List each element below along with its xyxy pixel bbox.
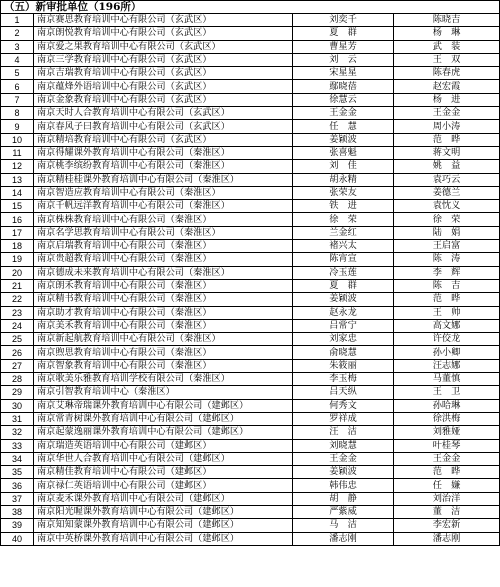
table-row (1, 293, 500, 306)
legal-representative: 严紫威 (293, 505, 394, 518)
table-row (1, 333, 500, 346)
organization-name: 南京爱之果教育培训中心有限公司（玄武区） (34, 40, 293, 53)
row-number: 4 (1, 53, 34, 66)
organization-name: 南京助才教育培训中心有限公司（秦淮区） (34, 306, 293, 319)
row-number: 8 (1, 107, 34, 120)
row-number: 12 (1, 160, 34, 173)
row-number: 17 (1, 226, 34, 239)
principal-name: 刘雅娅 (394, 426, 500, 439)
legal-representative: 韩伟忠 (293, 479, 394, 492)
legal-representative: 吕天纵 (293, 386, 394, 399)
row-number: 7 (1, 93, 34, 106)
row-number: 31 (1, 412, 34, 425)
organization-name: 南京智造应教育培训中心有限公司（秦淮区） (34, 186, 293, 199)
organization-name: 南京精佳教育培训中心有限公司（建邺区） (34, 466, 293, 479)
organization-name: 南京天时人合教育培训中心有限公司（玄武区） (34, 107, 293, 120)
table-row (1, 80, 500, 93)
principal-name: 任 嫌 (394, 479, 500, 492)
table-row (1, 279, 500, 292)
organization-name: 南京瑞造英语培训中心有限公司（建邺区） (34, 439, 293, 452)
principal-name: 周小涛 (394, 120, 500, 133)
principal-name: 徐 荣 (394, 213, 500, 226)
principal-name: 王金金 (394, 452, 500, 465)
legal-representative: 张喜魁 (293, 146, 394, 159)
legal-representative: 何秀文 (293, 399, 394, 412)
principal-name: 陈 吉 (394, 279, 500, 292)
table-row (1, 399, 500, 412)
table-row (1, 27, 500, 40)
organization-name: 南京贵超教育培训中心有限公司（秦淮区） (34, 253, 293, 266)
table-row (1, 253, 500, 266)
legal-representative: 张荣友 (293, 186, 394, 199)
organization-name: 南京得耀课外教育培训中心有限公司（秦淮区） (34, 146, 293, 159)
legal-representative: 胡 静 (293, 492, 394, 505)
principal-name: 赵宏霞 (394, 80, 500, 93)
row-number: 32 (1, 426, 34, 439)
legal-representative: 夏 群 (293, 27, 394, 40)
legal-representative: 罗祥成 (293, 412, 394, 425)
principal-name: 蒋文明 (394, 146, 500, 159)
organization-name: 南京美禾教育培训中心有限公司（秦淮区） (34, 319, 293, 332)
table-row (1, 240, 500, 253)
principal-name: 姚 益 (394, 160, 500, 173)
table-row (1, 479, 500, 492)
row-number: 40 (1, 532, 34, 545)
organization-name: 南京吉瑞教育培训中心有限公司（玄武区） (34, 67, 293, 80)
organization-name: 南京煦思教育培训中心有限公司（秦淮区） (34, 346, 293, 359)
table-row (1, 266, 500, 279)
principal-name: 陈 涛 (394, 253, 500, 266)
principal-name: 范 晔 (394, 133, 500, 146)
table-row (1, 93, 500, 106)
row-number: 34 (1, 452, 34, 465)
organization-name: 南京三学教育培训中心有限公司（玄武区） (34, 53, 293, 66)
legal-representative: 刘奕千 (293, 14, 394, 27)
table-row (1, 67, 500, 80)
row-number: 18 (1, 240, 34, 253)
organization-name: 南京歌美乐雅教育培训学校有限公司（秦淮区） (34, 373, 293, 386)
legal-representative: 褚兴太 (293, 240, 394, 253)
principal-name: 王 帅 (394, 306, 500, 319)
organization-name: 南京常青树课外教育培训中心有限公司（建邺区） (34, 412, 293, 425)
principal-name: 孙小卿 (394, 346, 500, 359)
legal-representative: 赵永龙 (293, 306, 394, 319)
principal-name: 杨 进 (394, 93, 500, 106)
row-number: 24 (1, 319, 34, 332)
row-number: 35 (1, 466, 34, 479)
organization-name: 南京智象教育培训中心有限公司（秦淮区） (34, 359, 293, 372)
organization-name: 南京阳光喔课外教育培训中心有限公司（建邺区） (34, 505, 293, 518)
organization-name: 南京赛思教育培训中心有限公司（玄武区） (34, 14, 293, 27)
row-number: 28 (1, 373, 34, 386)
principal-name: 李 辉 (394, 266, 500, 279)
table-row (1, 186, 500, 199)
organization-name: 南京起蒙逸丽课外教育培训中心有限公司（建邺区） (34, 426, 293, 439)
principal-name: 马董慎 (394, 373, 500, 386)
row-number: 6 (1, 80, 34, 93)
legal-representative: 汪 洁 (293, 426, 394, 439)
legal-representative: 冷玉莲 (293, 266, 394, 279)
unit-table-body (1, 14, 500, 546)
table-row (1, 53, 500, 66)
organization-name: 南京华世人合教育培训中心有限公司（建邺区） (34, 452, 293, 465)
principal-name: 陈晓吉 (394, 14, 500, 27)
table-row (1, 160, 500, 173)
row-number: 11 (1, 146, 34, 159)
row-number: 36 (1, 479, 34, 492)
legal-representative: 陈宵宣 (293, 253, 394, 266)
row-number: 25 (1, 333, 34, 346)
table-row (1, 452, 500, 465)
legal-representative: 刘 佳 (293, 160, 394, 173)
legal-representative: 刘家忠 (293, 333, 394, 346)
table-row (1, 505, 500, 518)
principal-name: 高文娜 (394, 319, 500, 332)
principal-name: 叶桂琴 (394, 439, 500, 452)
row-number: 9 (1, 120, 34, 133)
section-title: （五）新审批单位（196所） (0, 0, 500, 13)
row-number: 27 (1, 359, 34, 372)
principal-name: 陈春虎 (394, 67, 500, 80)
organization-name: 南京株株教育培训中心有限公司（秦淮区） (34, 213, 293, 226)
row-number: 14 (1, 186, 34, 199)
principal-name: 杨 琳 (394, 27, 500, 40)
table-row (1, 426, 500, 439)
row-number: 26 (1, 346, 34, 359)
organization-name: 南京千帆远洋教育培训中心有限公司（秦淮区） (34, 200, 293, 213)
organization-name: 南京中英桥课外教育培训中心有限公司（建邺区） (34, 532, 293, 545)
table-row (1, 14, 500, 27)
legal-representative: 王金金 (293, 452, 394, 465)
row-number: 1 (1, 14, 34, 27)
table-row (1, 466, 500, 479)
row-number: 37 (1, 492, 34, 505)
row-number: 15 (1, 200, 34, 213)
organization-name: 南京艾琳帝瑞课外教育培训中心有限公司（建邺区） (34, 399, 293, 412)
table-row (1, 173, 500, 186)
table-row (1, 492, 500, 505)
row-number: 5 (1, 67, 34, 80)
principal-name: 王 卫 (394, 386, 500, 399)
legal-representative: 铁 进 (293, 200, 394, 213)
legal-representative: 李玉梅 (293, 373, 394, 386)
table-row (1, 200, 500, 213)
legal-representative: 刘晓慧 (293, 439, 394, 452)
principal-name: 孙哈琳 (394, 399, 500, 412)
row-number: 30 (1, 399, 34, 412)
row-number: 10 (1, 133, 34, 146)
table-row (1, 519, 500, 532)
table-row (1, 319, 500, 332)
organization-name: 南京精培教育培训中心有限公司（玄武区） (34, 133, 293, 146)
row-number: 21 (1, 279, 34, 292)
table-row (1, 133, 500, 146)
legal-representative: 夏 群 (293, 279, 394, 292)
principal-name: 范 晔 (394, 293, 500, 306)
principal-name: 陆 娟 (394, 226, 500, 239)
organization-name: 南京麦禾课外教育培训中心有限公司（建邺区） (34, 492, 293, 505)
principal-name: 刘治洋 (394, 492, 500, 505)
organization-name: 南京德成未来教育培训中心有限公司（秦淮区） (34, 266, 293, 279)
table-row (1, 306, 500, 319)
row-number: 2 (1, 27, 34, 40)
legal-representative: 姜颖波 (293, 133, 394, 146)
legal-representative: 曹星芳 (293, 40, 394, 53)
table-row (1, 386, 500, 399)
row-number: 16 (1, 213, 34, 226)
organization-name: 南京春风子曰教育培训中心有限公司（玄武区） (34, 120, 293, 133)
table-row (1, 40, 500, 53)
organization-name: 南京新起航教育培训中心有限公司（秦淮区） (34, 333, 293, 346)
table-row (1, 373, 500, 386)
table-row (1, 346, 500, 359)
principal-name: 王启富 (394, 240, 500, 253)
row-number: 22 (1, 293, 34, 306)
row-number: 3 (1, 40, 34, 53)
principal-name: 许佼龙 (394, 333, 500, 346)
row-number: 39 (1, 519, 34, 532)
organization-name: 南京精桂桂课外教育培训中心有限公司（秦淮区） (34, 173, 293, 186)
organization-name: 南京金象教育培训中心有限公司（玄武区） (34, 93, 293, 106)
legal-representative: 徐慧云 (293, 93, 394, 106)
row-number: 13 (1, 173, 34, 186)
table-row (1, 226, 500, 239)
legal-representative: 任 慧 (293, 120, 394, 133)
principal-name: 姜德兰 (394, 186, 500, 199)
table-row (1, 359, 500, 372)
legal-representative: 徐 荣 (293, 213, 394, 226)
table-row (1, 213, 500, 226)
principal-name: 袁忱义 (394, 200, 500, 213)
legal-representative: 兰金红 (293, 226, 394, 239)
legal-representative: 潘志刚 (293, 532, 394, 545)
organization-name: 南京朗悦教育培训中心有限公司（玄武区） (34, 27, 293, 40)
table-row (1, 107, 500, 120)
principal-name: 汪志娜 (394, 359, 500, 372)
table-row (1, 412, 500, 425)
organization-name: 南京启瑞教育培训中心有限公司（秦淮区） (34, 240, 293, 253)
legal-representative: 朱筱丽 (293, 359, 394, 372)
row-number: 38 (1, 505, 34, 518)
principal-name: 武 装 (394, 40, 500, 53)
legal-representative: 刘 云 (293, 53, 394, 66)
row-number: 19 (1, 253, 34, 266)
row-number: 33 (1, 439, 34, 452)
principal-name: 董 洁 (394, 505, 500, 518)
principal-name: 王金金 (394, 107, 500, 120)
table-row (1, 120, 500, 133)
principal-name: 潘志刚 (394, 532, 500, 545)
unit-table (0, 13, 500, 546)
legal-representative: 俞晓慧 (293, 346, 394, 359)
legal-representative: 吕常宁 (293, 319, 394, 332)
organization-name: 南京禄仁英语培训中心有限公司（建邺区） (34, 479, 293, 492)
legal-representative: 鄢晓蓓 (293, 80, 394, 93)
organization-name: 南京知知蒙课外教育培训中心有限公司（建邺区） (34, 519, 293, 532)
row-number: 23 (1, 306, 34, 319)
legal-representative: 宋星星 (293, 67, 394, 80)
table-row (1, 439, 500, 452)
organization-name: 南京桃李缤纷教育培训中心有限公司（秦淮区） (34, 160, 293, 173)
principal-name: 王 双 (394, 53, 500, 66)
principal-name: 李宏新 (394, 519, 500, 532)
legal-representative: 姜颖波 (293, 466, 394, 479)
organization-name: 南京引智教育培训中心（秦淮区） (34, 386, 293, 399)
legal-representative: 姜颖波 (293, 293, 394, 306)
organization-name: 南京精书教育培训中心有限公司（秦淮区） (34, 293, 293, 306)
principal-name: 范 晔 (394, 466, 500, 479)
table-row (1, 146, 500, 159)
row-number: 20 (1, 266, 34, 279)
legal-representative: 马 洁 (293, 519, 394, 532)
principal-name: 袁巧云 (394, 173, 500, 186)
organization-name: 南京名学思教育培训中心有限公司（秦淮区） (34, 226, 293, 239)
legal-representative: 胡永精 (293, 173, 394, 186)
row-number: 29 (1, 386, 34, 399)
principal-name: 徐洪梅 (394, 412, 500, 425)
organization-name: 南京蕴烽外语培训中心有限公司（玄武区） (34, 80, 293, 93)
organization-name: 南京朗禾教育培训中心有限公司（秦淮区） (34, 279, 293, 292)
legal-representative: 王金金 (293, 107, 394, 120)
table-row (1, 532, 500, 545)
